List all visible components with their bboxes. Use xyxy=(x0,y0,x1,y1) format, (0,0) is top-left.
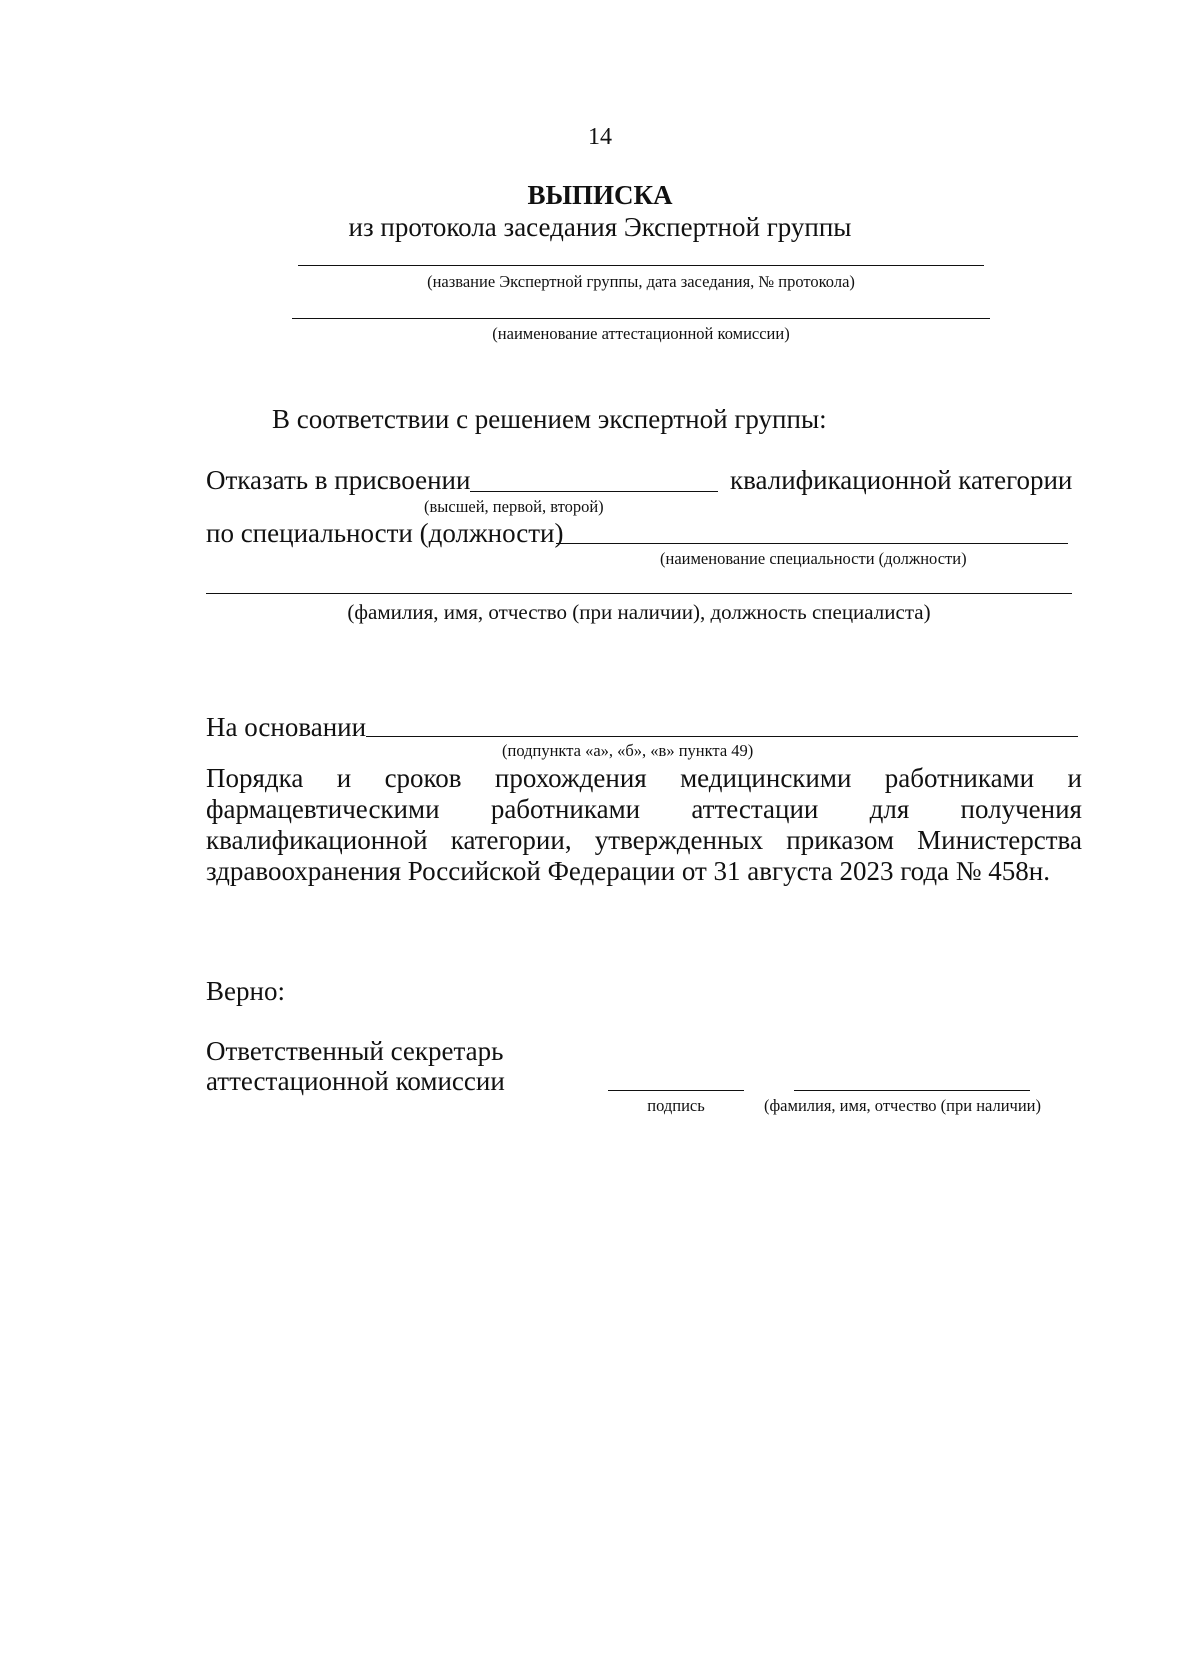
category-fill-line xyxy=(470,491,718,492)
word: работниками xyxy=(490,794,641,824)
hint-clause: (подпункта «а», «б», «в» пункта 49) xyxy=(502,741,754,760)
person-fill-line xyxy=(206,593,1072,594)
hint-commission: (наименование аттестационной комиссии) xyxy=(492,324,790,343)
word: прохождения xyxy=(494,763,647,793)
commission-fill-line xyxy=(292,318,990,319)
hint-group: (название Экспертной группы, дата заседания, № протокола) xyxy=(427,272,855,291)
document-subtitle: из протокола заседания Экспертной группы xyxy=(348,212,852,242)
word: сроков xyxy=(384,763,462,793)
name-fill-line xyxy=(794,1090,1030,1091)
signature-fill-line xyxy=(608,1090,744,1091)
refuse-suffix: квалификационной категории xyxy=(730,465,1073,495)
specialty-prefix: по специальности (должности) xyxy=(206,518,564,548)
basis-line-4: здравоохранения Российской Федерации от 31 августа 2023 года № 458н. xyxy=(206,856,1051,886)
basis-prefix: На основании xyxy=(206,712,367,742)
word: медицинскими xyxy=(680,763,852,793)
word: работниками xyxy=(884,763,1035,793)
word: получения xyxy=(960,794,1082,824)
word: Министерства xyxy=(917,825,1082,855)
secretary-line-2: аттестационной комиссии xyxy=(206,1066,505,1096)
hint-person: (фамилия, имя, отчество (при наличии), должность специалиста) xyxy=(347,600,931,624)
basis-line-1 xyxy=(206,763,1082,793)
page-number: 14 xyxy=(588,124,612,150)
word: Порядка xyxy=(206,763,304,793)
clause-fill-line xyxy=(366,736,1078,737)
secretary-line-1: Ответственный секретарь xyxy=(206,1036,504,1066)
basis-line-3 xyxy=(206,825,1082,855)
hint-category: (высшей, первой, второй) xyxy=(424,497,604,516)
hint-specialty: (наименование специальности (должности) xyxy=(660,549,967,568)
word: и xyxy=(1067,763,1082,793)
basis-line-2 xyxy=(206,794,1082,824)
group-fill-line xyxy=(298,265,984,266)
word: категории, xyxy=(450,825,572,855)
word: и xyxy=(336,763,352,793)
specialty-fill-line xyxy=(556,543,1068,544)
word: квалификационной xyxy=(206,825,428,855)
word: аттестации xyxy=(691,794,819,824)
refuse-prefix: Отказать в присвоении xyxy=(206,465,471,495)
word: для xyxy=(869,794,910,824)
word: приказом xyxy=(786,825,894,855)
hint-name: (фамилия, имя, отчество (при наличии) xyxy=(764,1096,1042,1115)
word: утвержденных xyxy=(594,825,764,855)
decision-intro: В соответствии с решением экспертной группы: xyxy=(272,404,827,434)
verified-label: Верно: xyxy=(206,976,285,1006)
hint-signature: подпись xyxy=(647,1096,705,1115)
document-title: ВЫПИСКА xyxy=(527,180,673,210)
word: фармацевтическими xyxy=(206,794,440,824)
